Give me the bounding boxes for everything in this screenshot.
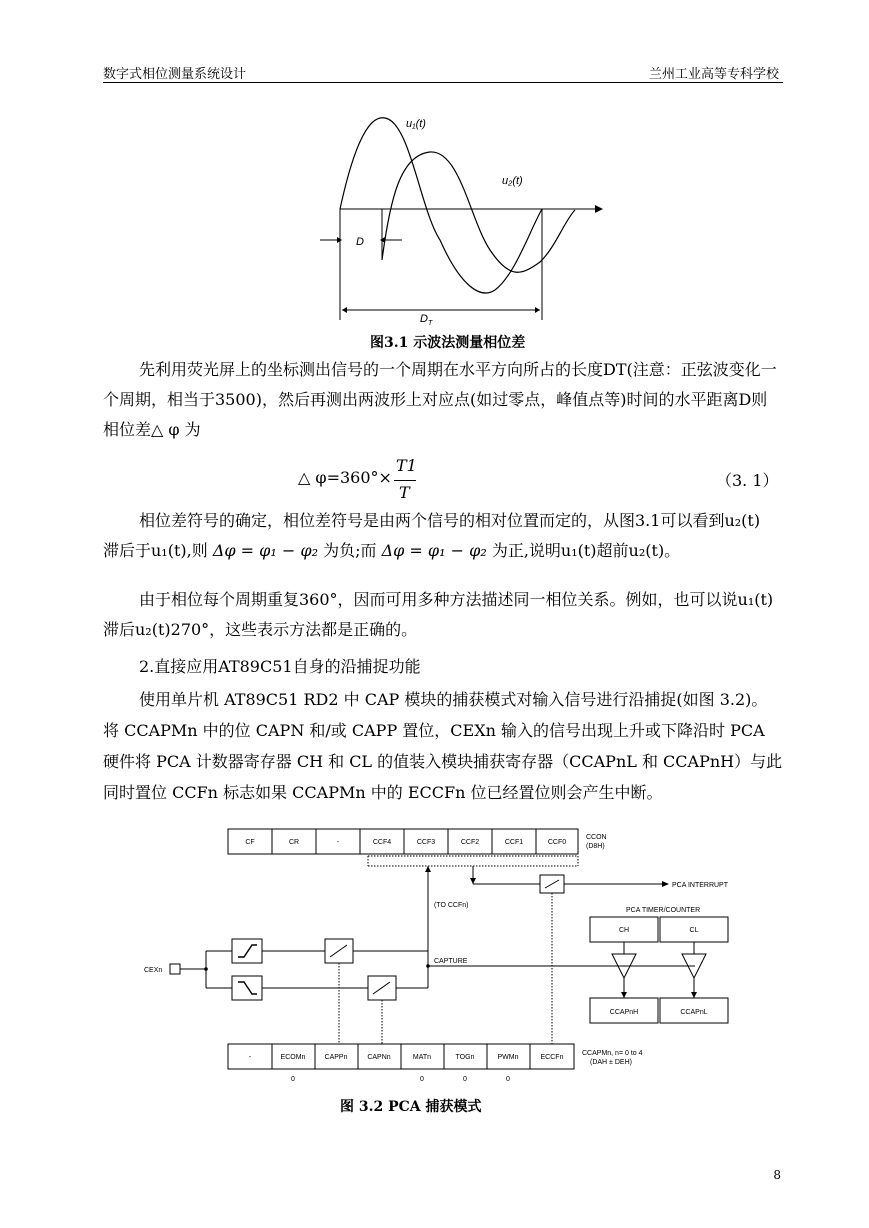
- ccon-cell-5: CCF2: [460, 839, 480, 846]
- ccapm-addr: (DAH ± DEH): [590, 1059, 632, 1066]
- ccapm-label: CCAPMn, n= 0 to 4: [582, 1050, 643, 1057]
- equation-number: （3. 1）: [716, 471, 779, 490]
- page-number: 8: [773, 1168, 781, 1182]
- fraction-bar: [394, 480, 416, 481]
- figure-3-1: [310, 100, 610, 330]
- timer-label: PCA TIMER/COUNTER: [626, 907, 701, 914]
- paragraph-5: 使用单片机 AT89C51 RD2 中 CAP 模块的捕获模式对输入信号进行沿捕捉(如图 3.2)。将 CCAPMn 中的位 CAPN 和/或 CAPP 置位，CEXn 输入的信号出现上升或下降沿时 PCA 硬件将 PCA 计数器寄存器 CH 和 CL 的值装入模块捕获寄存器（CCAPnL 和 CCAPnH）与此同时置位 CCFn 标志如果 CCAPMn 中的 ECCFn 位已经置位则会产生中断。: [103, 690, 783, 802]
- ccon-cell-1: CR: [288, 839, 300, 846]
- dt-arrow-head-left: [342, 307, 347, 313]
- figure-3-1-caption: 图3.1 示波法测量相位差: [370, 335, 526, 351]
- figure-3-2-caption: 图 3.2 PCA 捕获模式: [340, 1099, 482, 1115]
- dt-label: D: [420, 313, 428, 325]
- ccapm-register: [228, 1044, 574, 1069]
- ccapnh-label: CCAPnH: [609, 1009, 639, 1016]
- ccapm-cell-7: ECCFn: [540, 1054, 564, 1061]
- equation-denominator: T: [399, 483, 410, 502]
- ccapm-cell-5: TOGn: [455, 1054, 475, 1061]
- u2-wave: [382, 152, 575, 272]
- paragraph-1: 先利用荧光屏上的坐标测出信号的一个周期在水平方向所占的长度DT(注意：正弦波变化一个周期，相当于3500)，然后再测出两波形上对应点(如过零点，峰值点等)时间的水平距离D则相位差△ φ 为: [103, 360, 777, 439]
- ccon-cell-3: CCF4: [372, 839, 392, 846]
- bit-value-togn: 0: [463, 1076, 467, 1083]
- equation-lhs: △ φ=360°×: [298, 468, 392, 487]
- axis-arrow: [595, 205, 603, 213]
- d-label: D: [356, 236, 364, 248]
- ccapm-cell-2: CAPPn: [324, 1054, 348, 1061]
- rising-edge-detector: [232, 939, 262, 963]
- u1-label: u₁(t): [406, 118, 426, 130]
- ccon-cell-2: -: [336, 839, 340, 846]
- ccapm-cell-3: CAPNn: [367, 1054, 391, 1061]
- ccapm-cell-6: PWMn: [497, 1054, 519, 1061]
- ccapm-cell-0: -: [248, 1054, 252, 1061]
- to-ccfn-label: (TO CCFn): [434, 902, 469, 909]
- cexn-label: CEXn: [144, 967, 163, 974]
- falling-edge-detector: [232, 976, 262, 1000]
- ccon-cell-7: CCF0: [547, 839, 567, 846]
- equation-numerator: T1: [396, 456, 417, 475]
- ccon-register: [228, 829, 578, 854]
- u1-wave: [340, 118, 542, 293]
- p2b-text-2: 为负;而: [323, 541, 377, 560]
- pca-interrupt-label: PCA INTERRUPT: [672, 882, 729, 889]
- u2-label: u₂(t): [502, 175, 523, 187]
- ccon-cell-6: CCF1: [504, 839, 524, 846]
- ccapnl-label: CCAPnL: [680, 1009, 708, 1016]
- figure-3-2: [140, 826, 760, 1091]
- paragraph-3: 由于相位每个周期重复360°，因而可用多种方法描述同一相位关系。例如，也可以说u₁(t)滞后u₂(t)270°，这些表示方法都是正确的。: [103, 590, 774, 639]
- bit-value-ecomn: 0: [291, 1076, 295, 1083]
- header-rule: [103, 82, 783, 83]
- header-left: 数字式相位测量系统设计: [103, 67, 247, 82]
- cl-label: CL: [689, 927, 699, 934]
- header-right: 兰州工业高等专科学校: [648, 67, 779, 82]
- ch-label: CH: [618, 927, 630, 934]
- ccon-cell-0: CF: [245, 839, 255, 846]
- ccapm-cell-4: MATn: [412, 1054, 432, 1061]
- p2b-text-3: 为正,说明u₁(t)超前u₂(t)。: [491, 541, 681, 560]
- p2b-eq-1: Δφ = φ₁ − φ₂: [212, 541, 318, 560]
- bit-value-matn: 0: [420, 1076, 424, 1083]
- ccon-label: CCON: [586, 834, 607, 841]
- ccapm-cell-1: ECOMn: [280, 1054, 306, 1061]
- p2b-text-1: 滞后于u₁(t),则: [103, 541, 208, 560]
- capture-label: CAPTURE: [434, 958, 468, 965]
- paragraph-2b: [103, 536, 783, 566]
- dt-arrow-head-right: [535, 307, 540, 313]
- ccon-cell-4: CCF3: [416, 839, 436, 846]
- ccon-addr: (D8H): [586, 843, 605, 850]
- dt-sub-label: T: [428, 320, 433, 327]
- section-heading: 2.直接应用AT89C51自身的沿捕捉功能: [139, 657, 421, 676]
- bit-value-pwmn: 0: [506, 1076, 510, 1083]
- p2b-eq-2: Δφ = φ₁ − φ₂: [381, 541, 487, 560]
- cexn-pin: [170, 964, 180, 974]
- paragraph-2a: 相位差符号的确定，相位差符号是由两个信号的相对位置而定的，从图3.1可以看到u₂(t): [139, 511, 761, 530]
